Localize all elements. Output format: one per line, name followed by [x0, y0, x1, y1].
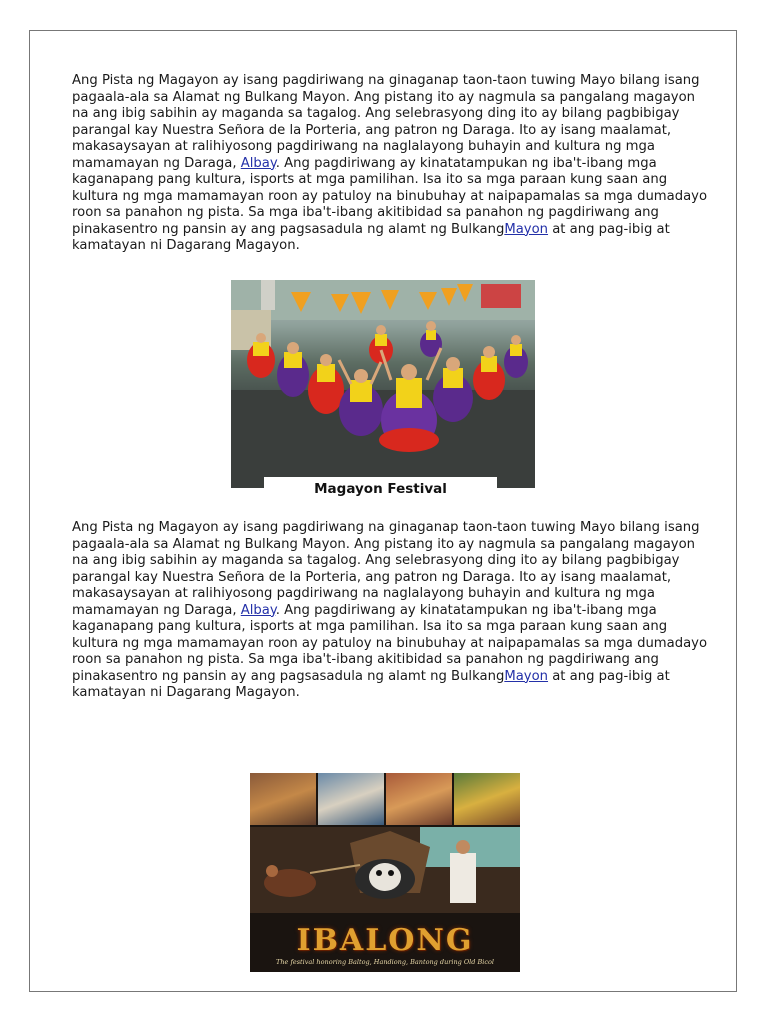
paragraph-1-text: Ang Pista ng Magayon ay isang pagdiriwang na ginaganap taon-taon tuwing Mayo bilang isang pagaala-ala sa Alamat ng Bulkang Mayon. Ang pistang ito ay nagmula sa pangalang magayon na ang ibig sabihin ay maganda sa tagalog. Ang selebrasyong ding ito ay bilang pagbibigay parangal kay Nuestra Señora de la Porteria, ang patron ng Daraga. Ito ay isang maalamat, makasaysayan at ralihiyosong pagdiriwang na naglalayong buhayin and kultura ng mga mamamayan ng Daraga,: [72, 73, 700, 171]
festival-dancers-illustration: [231, 280, 535, 488]
paragraph-1-text-end: at ang pag-ibig at kamatayan ni Dagarang Magayon.: [72, 221, 670, 253]
poster-subtitle: The festival honoring Baltog, Handiong, Bantong during Old Bicol: [276, 958, 494, 966]
image-caption: Magayon Festival: [264, 477, 497, 501]
paragraph-2-text-end: at ang pag-ibig at kamatayan ni Dagarang Magayon.: [72, 668, 670, 700]
paragraph-2-text-cont: . Ang pagdiriwang ay kinatatampukan ng iba't-ibang mga kaganapang pang kultura, isports at mga pamilihan. Isa ito sa mga paraan kung saan ang kultura ng mga mamamayan roon ay patuloy na binubuhay at naipapamalas sa mga dumadayo roon sa panahon ng pista. Sa mga iba't-ibang akitibidad sa panahon ng pagdiriwang ang pinakasentro ng pansin ay ang pagsasadula ng alamt ng Bulkang: [72, 602, 708, 684]
paragraph-2: [72, 520, 712, 702]
document-page: [29, 30, 737, 992]
paragraph-1-text-cont: . Ang pagdiriwang ay kinatatampukan ng iba't-ibang mga kaganapang pang kultura, isports at mga pamilihan. Isa ito sa mga paraan kung saan ang kultura ng mga mamamayan roon ay patuloy na binubuhay at naipapamalas sa mga dumadayo roon sa panahon ng pista. Sa mga iba't-ibang akitibidad sa panahon ng pagdiriwang ang pinakasentro ng pansin ay ang pagsasadula ng alamt ng Bulkang: [72, 155, 708, 237]
mayon-link-2[interactable]: Mayon: [504, 668, 549, 684]
paragraph-2-text: Ang Pista ng Magayon ay isang pagdiriwang na ginaganap taon-taon tuwing Mayo bilang isang pagaala-ala sa Alamat ng Bulkang Mayon. Ang pistang ito ay nagmula sa pangalang magayon na ang ibig sabihin ay maganda sa tagalog. Ang selebrasyong ding ito ay bilang pagbibigay parangal kay Nuestra Señora de la Porteria, ang patron ng Daraga. Ito ay isang maalamat, makasaysayan at ralihiyosong pagdiriwang na naglalayong buhayin and kultura ng mga mamamayan ng Daraga,: [72, 520, 700, 618]
magayon-festival-photo: [231, 280, 535, 488]
paragraph-1: [72, 73, 712, 255]
albay-link[interactable]: Albay: [240, 155, 276, 171]
albay-link-2[interactable]: Albay: [240, 602, 276, 618]
ibalong-festival-poster: [250, 773, 520, 972]
poster-title: IBALONG: [296, 923, 474, 958]
mayon-link[interactable]: Mayon: [504, 221, 549, 237]
